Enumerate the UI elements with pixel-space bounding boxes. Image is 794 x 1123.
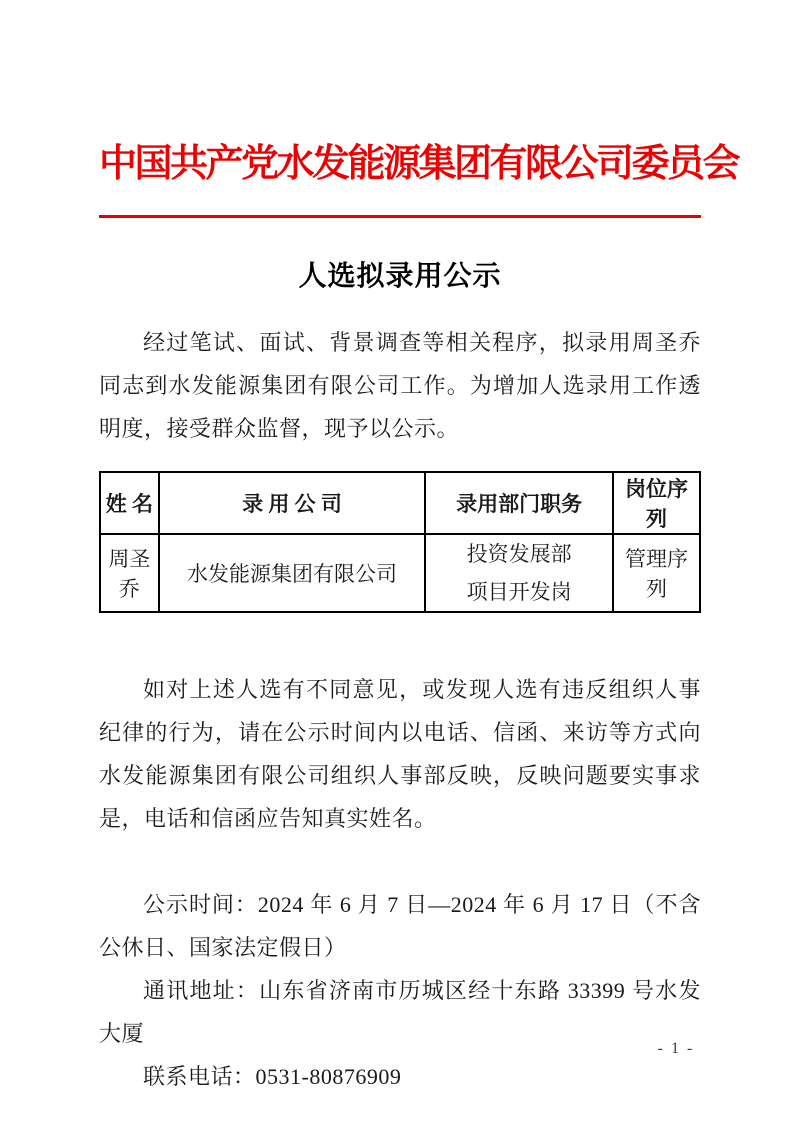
table-row (100, 534, 700, 612)
intro-paragraph: 经过笔试、面试、背景调查等相关程序，拟录用周圣乔同志到水发能源集团有限公司工作。为增加人选录用工作透明度，接受群众监督，现予以公示。 (99, 330, 701, 441)
document-content (99, 0, 739, 1098)
red-divider-rule (99, 215, 701, 218)
department-line-2: 项目开发岗 (466, 580, 572, 604)
publicity-period-paragraph: 公示时间：2024 年 6 月 7 日—2024 年 6 月 17 日（不含公休日、国家法定假日） (99, 892, 701, 960)
header-cell-department: 录用部门职务 (425, 472, 613, 534)
cell-department (425, 534, 613, 612)
address-paragraph: 通讯地址：山东省济南市历城区经十东路 33399 号水发大厦 (99, 978, 701, 1046)
page-number: - 1 - (657, 1040, 695, 1057)
header-cell-name: 姓 名 (100, 472, 159, 534)
phone-paragraph: 联系电话：0531-80876909 (143, 1064, 402, 1089)
document-title: 人选拟录用公示 (298, 261, 502, 292)
table-header-row (100, 472, 700, 534)
cell-company: 水发能源集团有限公司 (159, 534, 425, 612)
cell-candidate-name: 周圣乔 (100, 534, 159, 612)
feedback-paragraph: 如对上述人选有不同意见，或发现人选有违反组织人事纪律的行为，请在公示时间内以电话、信函、来访等方式向水发能源集团有限公司组织人事部反映，反映问题要实事求是，电话和信函应告知真实姓名。 (99, 677, 701, 831)
department-line-1: 投资发展部 (466, 542, 572, 566)
org-header-title: 中国共产党水发能源集团有限公司委员会 (99, 143, 739, 185)
header-cell-series: 岗位序列 (613, 472, 700, 534)
header-cell-company: 录 用 公 司 (159, 472, 425, 534)
cell-position-series: 管理序列 (613, 534, 700, 612)
hire-info-table (99, 471, 701, 613)
